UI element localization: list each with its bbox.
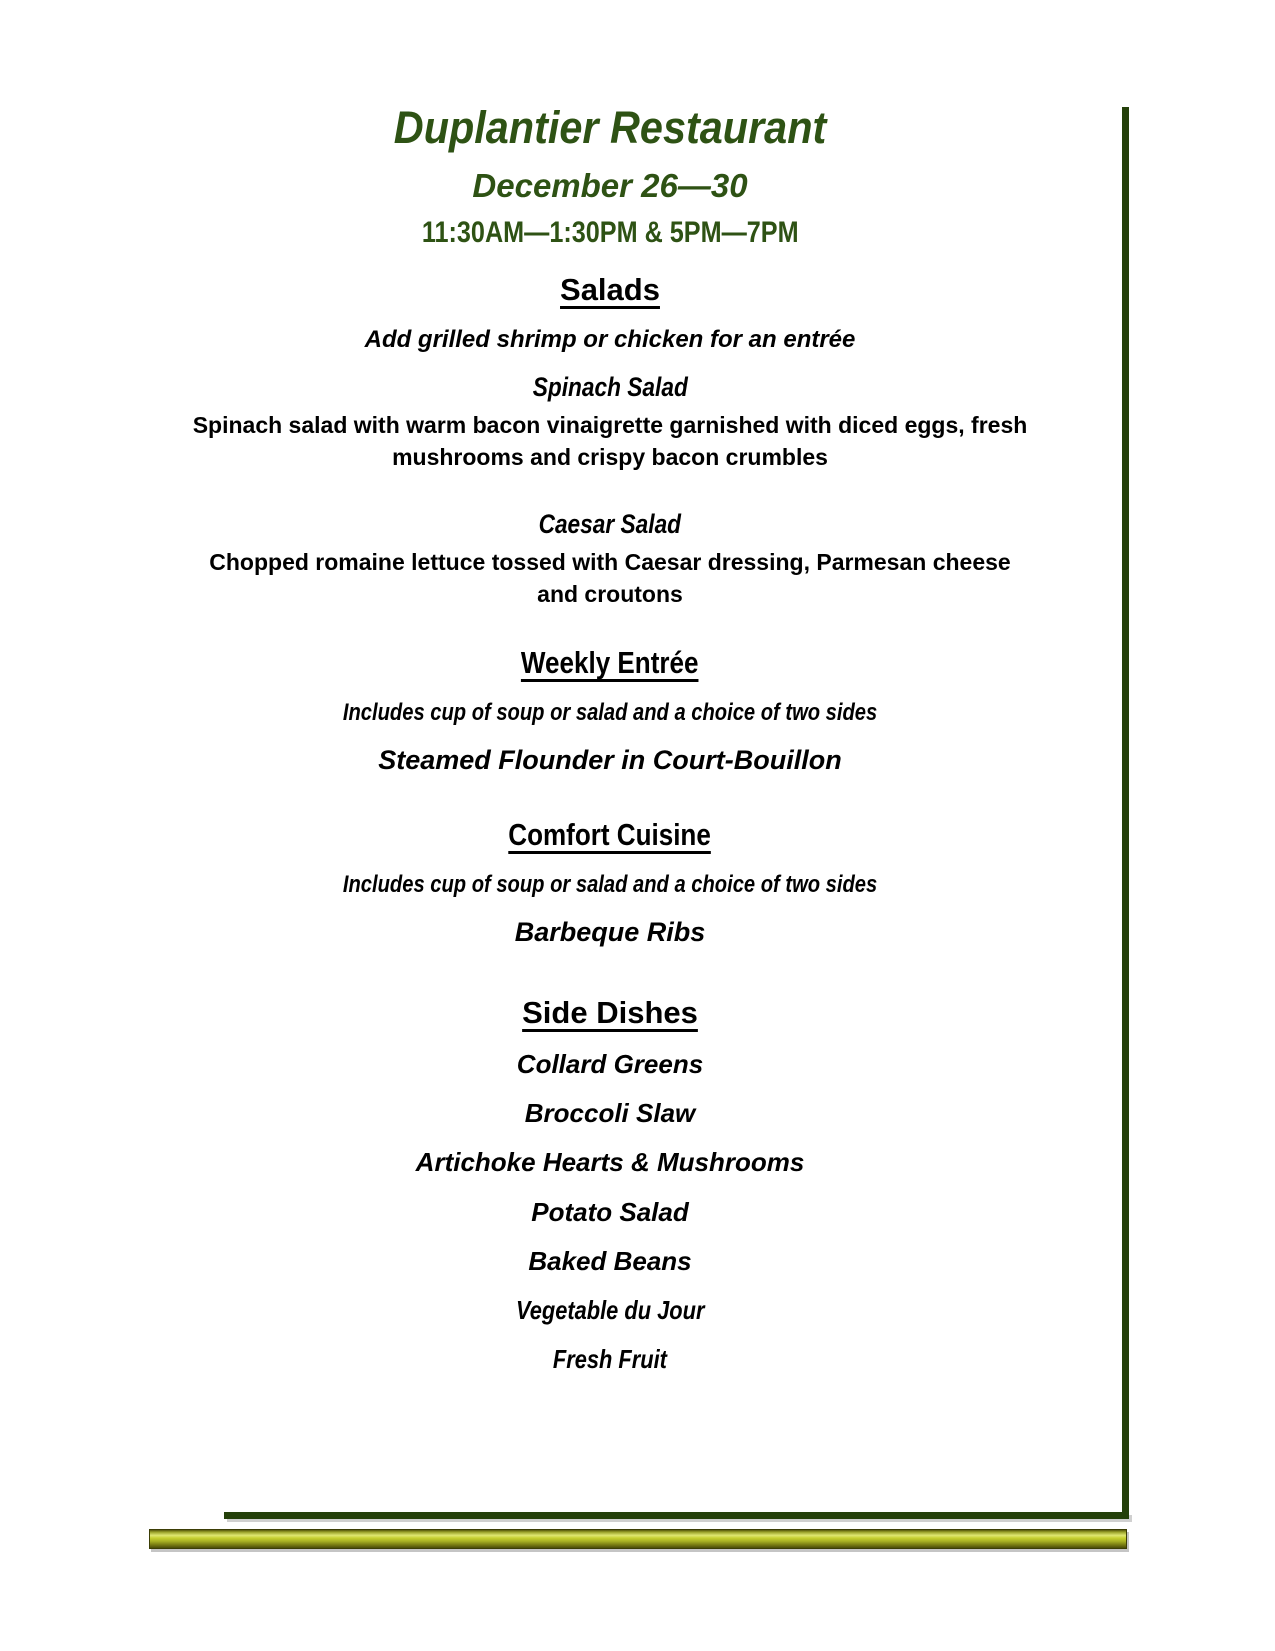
side-dish-vegetable-du-jour-text: Vegetable du Jour <box>515 1294 705 1325</box>
menu-content <box>95 0 1125 1375</box>
side-dish-fresh-fruit-text: Fresh Fruit <box>552 1344 668 1375</box>
section-heading-comfort-cuisine-text: Comfort Cuisine <box>508 817 712 853</box>
service-hours <box>95 215 1125 251</box>
menu-item-steamed-flounder: Steamed Flounder in Court-Bouillon <box>378 744 842 775</box>
service-hours-text: 11:30AM—1:30PM & 5PM—7PM <box>421 216 799 250</box>
section-salads <box>95 271 1125 610</box>
section-heading-salads <box>95 271 1125 310</box>
section-weekly-entree <box>95 644 1125 776</box>
restaurant-title-text: Duplantier Restaurant <box>393 102 827 153</box>
side-dish-fresh-fruit <box>95 1344 1125 1375</box>
section-heading-weekly-entree <box>95 644 1125 683</box>
section-note-weekly-entree <box>95 699 1125 728</box>
restaurant-title <box>95 102 1125 154</box>
section-note-comfort-cuisine <box>95 871 1125 900</box>
section-heading-weekly-entree-text: Weekly Entrée <box>521 645 699 681</box>
decorative-olive-bar <box>149 1529 1127 1549</box>
menu-item-barbeque-ribs: Barbeque Ribs <box>514 916 706 947</box>
page-border-bottom <box>224 1512 1129 1519</box>
menu-item-spinach-salad-description: Spinach salad with warm bacon vinaigrette garnished with diced eggs, fresh mushrooms and crispy bacon crumbles <box>192 412 1028 471</box>
menu-item-caesar-salad-description: Chopped romaine lettuce tossed with Caesar dressing, Parmesan cheese and croutons <box>209 549 1011 608</box>
section-side-dishes <box>95 994 1125 1375</box>
menu-date-range: December 26—30 <box>472 166 748 204</box>
section-heading-comfort-cuisine <box>95 816 1125 855</box>
side-dish-collard-greens: Collard Greens <box>516 1049 704 1080</box>
section-heading-salads-text: Salads <box>560 272 660 308</box>
section-note-salads: Add grilled shrimp or chicken for an entrée <box>364 326 856 354</box>
side-dish-vegetable-du-jour <box>95 1295 1125 1326</box>
menu-item-caesar-salad <box>95 508 1125 540</box>
section-note-weekly-entree-text: Includes cup of soup or salad and a choice of two sides <box>342 699 878 727</box>
menu-item-spinach-salad <box>95 371 1125 403</box>
section-heading-side-dishes-text: Side Dishes <box>522 995 698 1031</box>
side-dish-baked-beans: Baked Beans <box>528 1245 692 1276</box>
section-note-comfort-cuisine-text: Includes cup of soup or salad and a choice of two sides <box>342 871 878 899</box>
side-dish-artichoke-hearts-mushrooms: Artichoke Hearts & Mushrooms <box>415 1147 805 1178</box>
side-dish-potato-salad: Potato Salad <box>531 1196 689 1227</box>
section-comfort-cuisine <box>95 816 1125 948</box>
menu-item-caesar-salad-text: Caesar Salad <box>538 508 682 539</box>
menu-item-spinach-salad-text: Spinach Salad <box>532 371 688 402</box>
section-heading-side-dishes <box>95 994 1125 1033</box>
side-dish-broccoli-slaw: Broccoli Slaw <box>524 1098 696 1129</box>
